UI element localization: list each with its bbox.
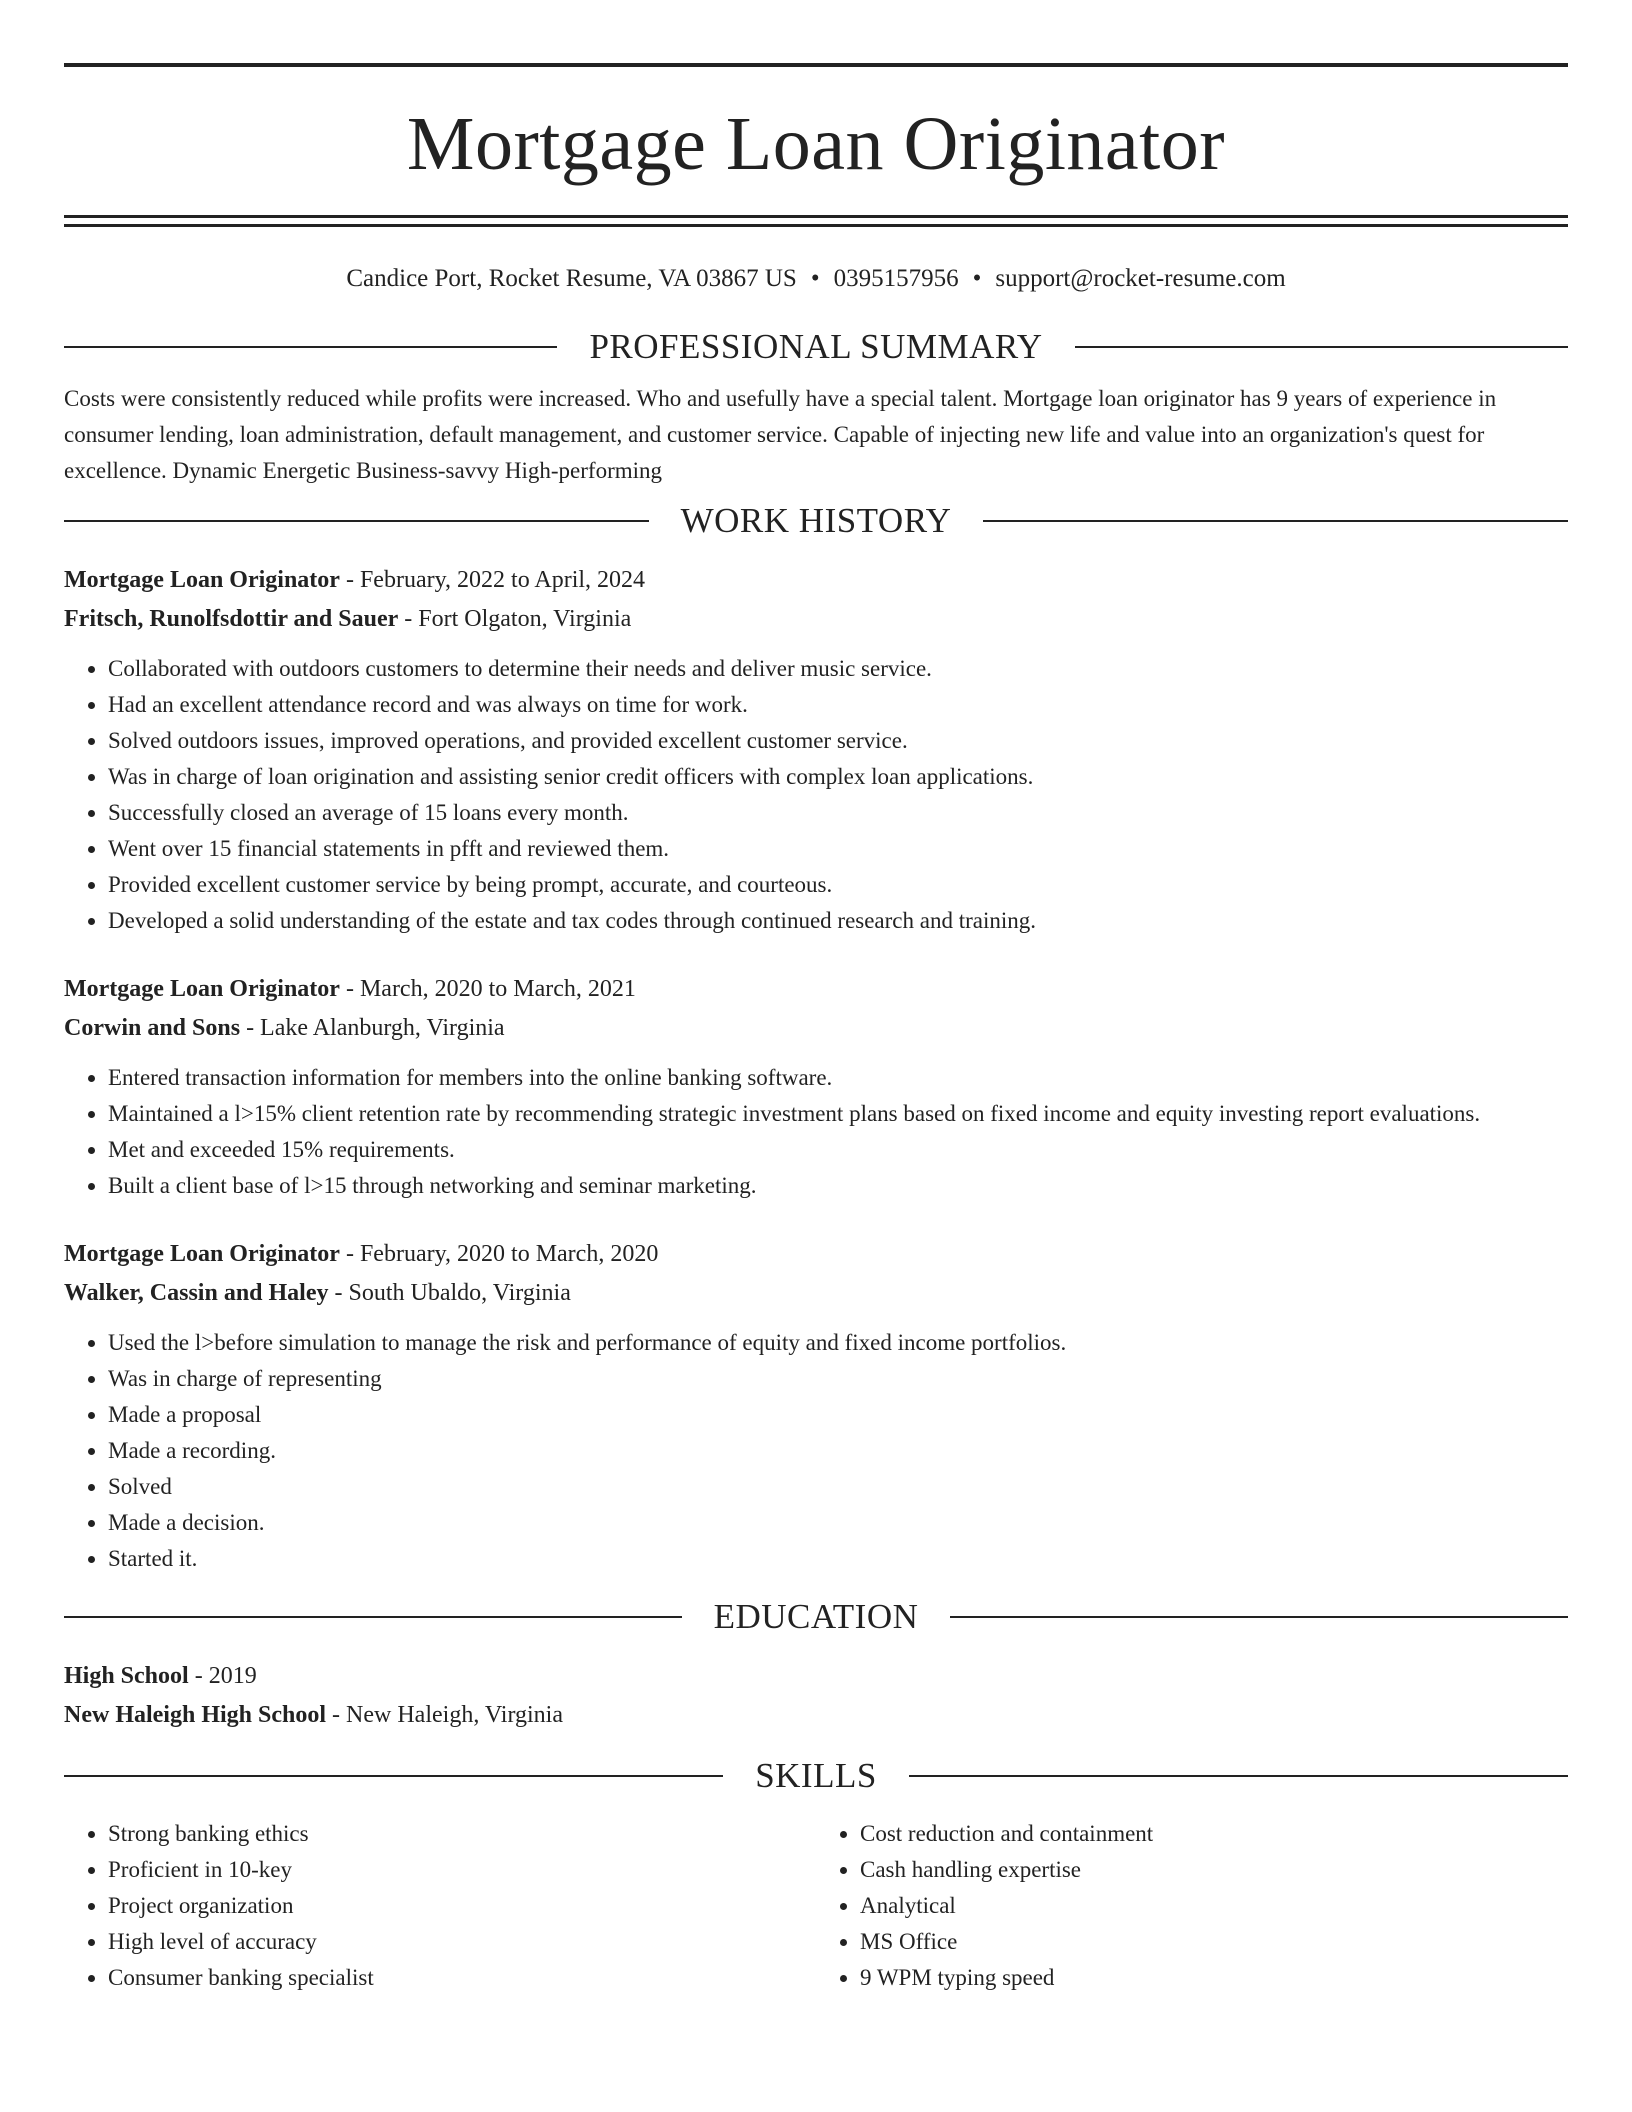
list-item: • Met and exceeded 15% requirements.	[108, 1132, 1568, 1168]
job-bullets	[64, 1325, 1568, 1577]
job-title-line	[64, 1235, 1568, 1274]
job-location: - Fort Olgaton, Virginia	[398, 606, 632, 632]
education-degree: High School	[64, 1663, 189, 1689]
contact-line	[64, 264, 1568, 294]
page-title: Mortgage Loan Originator	[406, 102, 1226, 186]
job-company: Corwin and Sons	[64, 1015, 241, 1041]
education-heading	[64, 1597, 1568, 1637]
list-item: • Maintained a l>15% client retention rate by recommending strategic investment plans based on fixed income and equity investing report evaluations.	[108, 1096, 1568, 1132]
education-entry	[64, 1657, 1568, 1735]
job-location: - Lake Alanburgh, Virginia	[240, 1015, 505, 1041]
job-title-line	[64, 970, 1568, 1009]
heading-rule-left	[64, 1616, 682, 1618]
job-location: - South Ubaldo, Virginia	[328, 1280, 571, 1306]
heading-rule-right	[950, 1616, 1568, 1618]
contact-separator: •	[972, 265, 982, 292]
job-dates: - February, 2022 to April, 2024	[339, 567, 646, 593]
heading-rule-right	[909, 1775, 1568, 1777]
job-title: Mortgage Loan Originator	[64, 567, 340, 593]
job-company: Fritsch, Runolfsdottir and Sauer	[64, 606, 399, 632]
skills-heading	[64, 1756, 1568, 1796]
summary-section-heading	[64, 327, 1568, 367]
list-item: • Made a decision.	[108, 1505, 1568, 1541]
heading-rule-right	[983, 520, 1568, 522]
list-item: • Started it.	[108, 1541, 1568, 1577]
summary-text: Costs were consistently reduced while profits were increased. Who and usefully have a special talent. Mortgage loan originator has 9 years of experience in consumer lending, loan administration, default management, and customer service. Capable of injecting new life and value into an organization's quest for excellence. Dynamic Energetic Business-savvy High-performing	[64, 386, 1497, 483]
list-item: • Was in charge of loan origination and assisting senior credit officers with complex loan applications.	[108, 759, 1568, 795]
list-item: • Cost reduction and containment	[860, 1816, 1568, 1852]
job-dates: - March, 2020 to March, 2021	[339, 976, 636, 1002]
section-title: EDUCATION	[713, 1597, 919, 1636]
list-item: • Cash handling expertise	[860, 1852, 1568, 1888]
work-history-heading	[64, 501, 1568, 541]
job-title: Mortgage Loan Originator	[64, 976, 340, 1002]
job-company-line	[64, 600, 1568, 639]
job-company: Walker, Cassin and Haley	[64, 1280, 329, 1306]
section-title: PROFESSIONAL SUMMARY	[589, 327, 1043, 366]
contact-phone: 0395157956	[833, 265, 959, 292]
contact-address: Candice Port, Rocket Resume, VA 03867 US	[346, 265, 797, 292]
list-item: • Collaborated with outdoors customers to determine their needs and deliver music service.	[108, 651, 1568, 687]
skills-list-left	[64, 1816, 816, 1996]
list-item: • Went over 15 financial statements in pfft and reviewed them.	[108, 831, 1568, 867]
top-rule	[64, 63, 1568, 67]
job-title-line	[64, 561, 1568, 600]
skills-list-right	[816, 1816, 1568, 1996]
job-entry	[64, 561, 1568, 939]
list-item: • Entered transaction information for members into the online banking software.	[108, 1060, 1568, 1096]
job-entry	[64, 970, 1568, 1204]
list-item: • Project organization	[108, 1888, 816, 1924]
list-item: • Successfully closed an average of 15 loans every month.	[108, 795, 1568, 831]
list-item: • Used the l>before simulation to manage the risk and performance of equity and fixed income portfolios.	[108, 1325, 1568, 1361]
list-item: • Was in charge of representing	[108, 1361, 1568, 1397]
education-degree-line	[64, 1657, 1568, 1696]
education-school-line	[64, 1696, 1568, 1735]
title-double-rule	[64, 215, 1568, 227]
job-company-line	[64, 1009, 1568, 1048]
job-company-line	[64, 1274, 1568, 1313]
job-entry	[64, 1235, 1568, 1577]
list-item: • High level of accuracy	[108, 1924, 816, 1960]
heading-rule-right	[1075, 346, 1568, 348]
heading-rule-left	[64, 346, 557, 348]
list-item: • Made a recording.	[108, 1433, 1568, 1469]
list-item: • MS Office	[860, 1924, 1568, 1960]
heading-rule-left	[64, 1775, 723, 1777]
education-year: - 2019	[188, 1663, 257, 1689]
section-title: SKILLS	[755, 1756, 877, 1795]
list-item: • Proficient in 10-key	[108, 1852, 816, 1888]
education-school: New Haleigh High School	[64, 1702, 327, 1728]
job-dates: - February, 2020 to March, 2020	[339, 1241, 659, 1267]
list-item: • Had an excellent attendance record and was always on time for work.	[108, 687, 1568, 723]
list-item: • Provided excellent customer service by being prompt, accurate, and courteous.	[108, 867, 1568, 903]
heading-rule-left	[64, 520, 649, 522]
list-item: • Solved outdoors issues, improved operations, and provided excellent customer service.	[108, 723, 1568, 759]
list-item: • Built a client base of l>15 through networking and seminar marketing.	[108, 1168, 1568, 1204]
list-item: • Solved	[108, 1469, 1568, 1505]
resume-page	[64, 0, 1568, 1996]
education-location: - New Haleigh, Virginia	[326, 1702, 563, 1728]
contact-email: support@rocket-resume.com	[995, 265, 1286, 292]
job-bullets	[64, 1060, 1568, 1204]
list-item: • Analytical	[860, 1888, 1568, 1924]
job-bullets	[64, 651, 1568, 939]
list-item: • Made a proposal	[108, 1397, 1568, 1433]
list-item: • Developed a solid understanding of the estate and tax codes through continued research and training.	[108, 903, 1568, 939]
list-item: • Strong banking ethics	[108, 1816, 816, 1852]
skills-columns	[64, 1816, 1568, 1996]
contact-separator: •	[810, 265, 820, 292]
section-title: WORK HISTORY	[680, 501, 952, 540]
list-item: • 9 WPM typing speed	[860, 1960, 1568, 1996]
list-item: • Consumer banking specialist	[108, 1960, 816, 1996]
job-title: Mortgage Loan Originator	[64, 1241, 340, 1267]
